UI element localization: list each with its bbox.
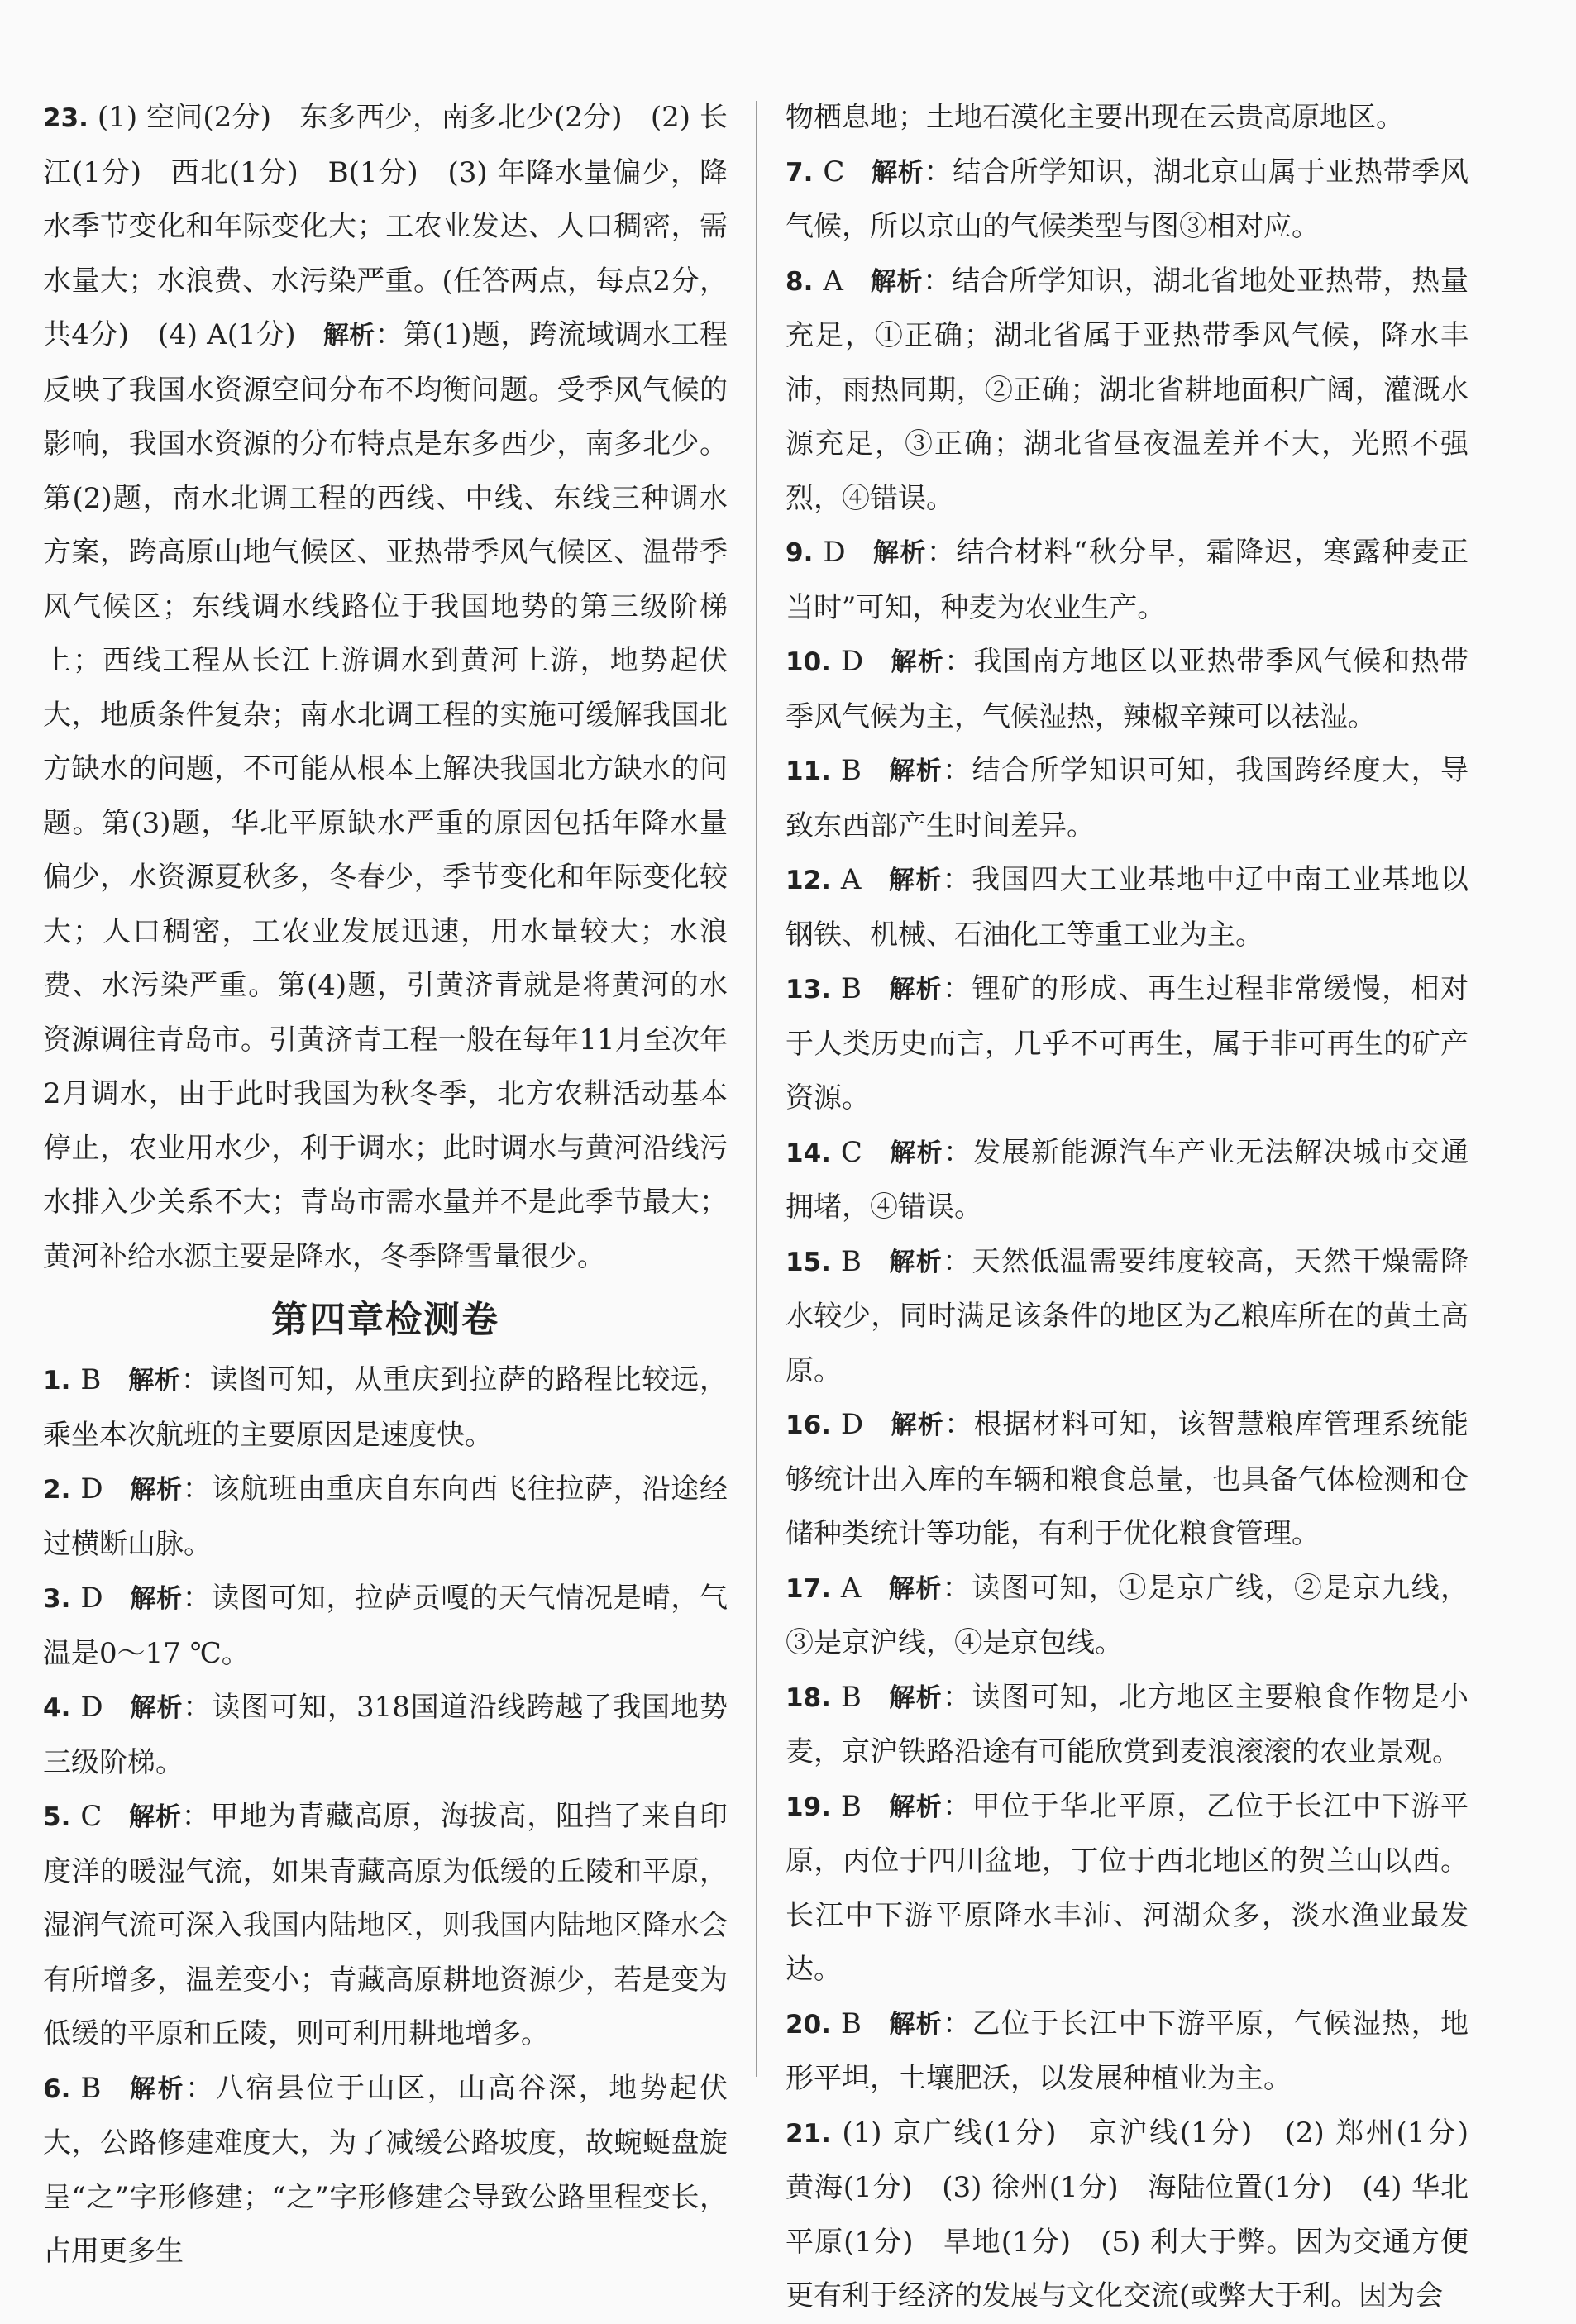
analysis-text: ：锂矿的形成、再生过程非常缓慢，相对于人类历史而言，几乎不可再生，属于非可再生的矿产资源。 bbox=[786, 972, 1469, 1114]
analysis-text: ：甲地为青藏高原，海拔高，阻挡了来自印度洋的暖湿气流，如果青藏高原为低缓的丘陵和平原，湿润气流可深入我国内陆地区，则我国内陆地区降水会有所增多，温差变小；青藏高原耕地资源少，若是变为低缓的平原和丘陵，则可利用耕地增多。 bbox=[43, 1800, 728, 2050]
analysis-label: 解析 bbox=[872, 538, 927, 568]
answer-letter: B bbox=[840, 2007, 862, 2040]
analysis-label: 解析 bbox=[129, 1584, 183, 1614]
question-number: 17. bbox=[786, 1573, 831, 1604]
answer-letter: B bbox=[840, 1244, 862, 1278]
answer-letter: B bbox=[80, 1363, 102, 1396]
question-11 bbox=[786, 744, 1469, 853]
answer-letter: A bbox=[840, 1571, 862, 1605]
analysis-text: ：结合材料“秋分早，霜降迟，寒露种麦正当时”可知，种麦为农业生产。 bbox=[786, 536, 1469, 624]
analysis-text: ：结合所学知识，湖北省地处亚热带，热量充足，①正确；湖北省属于亚热带季风气候，降水丰沛，雨热同期，②正确；湖北省耕地面积广阔，灌溉水源充足，③正确；湖北省昼夜温差并不大，光照不强烈，④错误。 bbox=[786, 264, 1469, 515]
answer-letter: D bbox=[80, 1472, 103, 1506]
question-18 bbox=[786, 1671, 1469, 1780]
analysis-label: 解析 bbox=[890, 1410, 945, 1440]
question-number: 6. bbox=[43, 2073, 71, 2104]
answer-letter: B bbox=[840, 1680, 862, 1714]
question-20 bbox=[786, 1997, 1469, 2107]
question-number: 14. bbox=[786, 1138, 831, 1168]
question-number: 16. bbox=[786, 1410, 831, 1440]
continuation-text: 物栖息地；土地石漠化主要出现在云贵高原地区。 bbox=[786, 101, 1404, 134]
analysis-label: 解析 bbox=[128, 1802, 182, 1832]
answer-letter: B bbox=[840, 972, 862, 1005]
question-4 bbox=[43, 1681, 728, 1790]
analysis-label: 解析 bbox=[887, 1792, 943, 1822]
analysis-label: 解析 bbox=[127, 1366, 181, 1396]
question-13 bbox=[786, 962, 1469, 1126]
analysis-text: ：结合所学知识，湖北京山属于亚热带季风气候，所以京山的气候类型与图③相对应。 bbox=[786, 155, 1469, 243]
question-1 bbox=[43, 1353, 728, 1463]
question-15 bbox=[786, 1235, 1469, 1399]
analysis-label: 解析 bbox=[887, 866, 943, 895]
question-number: 19. bbox=[786, 1792, 831, 1822]
question-7 bbox=[786, 146, 1469, 255]
analysis-text: ：根据材料可知，该智慧粮库管理系统能够统计出入库的车辆和粮食总量，也具备气体检测和仓储种类统计等功能，有利于优化粮食管理。 bbox=[786, 1408, 1469, 1550]
question-3 bbox=[43, 1572, 728, 1681]
analysis-label: 解析 bbox=[869, 266, 924, 297]
section-title: 第四章检测卷 bbox=[271, 1299, 499, 1341]
analysis-text: ：该航班由重庆自东向西飞往拉萨，沿途经过横断山脉。 bbox=[43, 1472, 728, 1561]
analysis-label: 解析 bbox=[322, 321, 375, 351]
answer-letter: C bbox=[80, 1800, 103, 1833]
question-8 bbox=[786, 255, 1469, 527]
analysis-label: 解析 bbox=[887, 1247, 943, 1277]
answer-letter: D bbox=[80, 1582, 103, 1615]
analysis-text: ：天然低温需要纬度较高，天然干燥需降水较少，同时满足该条件的地区为乙粮库所在的黄土高原。 bbox=[786, 1244, 1469, 1387]
answer-letter: D bbox=[80, 1691, 103, 1724]
question-19 bbox=[786, 1780, 1469, 1997]
question-12 bbox=[786, 853, 1469, 962]
answer-letter: C bbox=[823, 155, 845, 188]
question-6 bbox=[43, 2062, 728, 2279]
analysis-text: ：八宿县位于山区，山高谷深，地势起伏大，公路修建难度大，为了减缓公路坡度，故蜿蜒盘旋呈“之”字形修建；“之”字形修建会导致公路里程变长，占用更多生 bbox=[43, 2071, 728, 2268]
right-column bbox=[786, 91, 1497, 2324]
question-9 bbox=[786, 526, 1469, 635]
question-number: 23. bbox=[43, 103, 88, 133]
question-number: 4. bbox=[43, 1693, 71, 1723]
question-number: 7. bbox=[786, 157, 814, 188]
analysis-text: ：读图可知，318国道沿线跨越了我国地势三级阶梯。 bbox=[43, 1691, 728, 1779]
question-number: 13. bbox=[786, 975, 831, 1005]
question-number: 21. bbox=[786, 2118, 831, 2149]
question-number: 9. bbox=[786, 538, 814, 568]
question-number: 11. bbox=[786, 756, 831, 786]
question-number: 18. bbox=[786, 1682, 831, 1713]
question-number: 1. bbox=[43, 1366, 71, 1396]
analysis-text: ：发展新能源汽车产业无法解决城市交通拥堵，④错误。 bbox=[786, 1135, 1469, 1224]
question-number: 2. bbox=[43, 1475, 71, 1505]
analysis-label: 解析 bbox=[129, 1475, 183, 1505]
analysis-label: 解析 bbox=[887, 1682, 943, 1713]
question-10 bbox=[786, 635, 1469, 744]
answer-letter: A bbox=[840, 863, 862, 896]
question-number: 12. bbox=[786, 866, 831, 895]
analysis-text: ：结合所学知识可知，我国跨经度大，导致东西部产生时间差异。 bbox=[786, 754, 1469, 842]
analysis-label: 解析 bbox=[887, 756, 943, 786]
analysis-text: ：我国四大工业基地中辽中南工业基地以钢铁、机械、石油化工等重工业为主。 bbox=[786, 863, 1469, 952]
question-16 bbox=[786, 1398, 1469, 1562]
question-number: 10. bbox=[786, 647, 831, 677]
answer-letter: C bbox=[840, 1135, 862, 1169]
question-21 bbox=[786, 2107, 1497, 2324]
analysis-label: 解析 bbox=[888, 1138, 943, 1168]
question-number: 20. bbox=[786, 2009, 831, 2040]
analysis-label: 解析 bbox=[129, 1693, 184, 1723]
analysis-label: 解析 bbox=[887, 1573, 943, 1604]
question-14 bbox=[786, 1126, 1469, 1235]
answer-letter: A bbox=[823, 264, 843, 298]
analysis-text: (1) 京广线(1分) 京沪线(1分) (2) 郑州(1分) 黄海(1分) (3) 徐州(1分) 海陆位置(1分) (4) 华北平原(1分) 旱地(1分) (5) 利大于弊。因为交通方便更有利于经济的发展与文化交流(或弊大于利。因为会 bbox=[786, 2116, 1497, 2312]
analysis-label: 解析 bbox=[890, 647, 945, 677]
question-2 bbox=[43, 1463, 728, 1572]
question-5 bbox=[43, 1790, 728, 2062]
analysis-label: 解析 bbox=[127, 2073, 186, 2104]
left-column bbox=[43, 91, 728, 2279]
answer-letter: D bbox=[840, 645, 864, 678]
analysis-text: ：乙位于长江中下游平原，气候湿热，地形平坦，土壤肥沃，以发展种植业为主。 bbox=[786, 2007, 1469, 2095]
answer-letter: D bbox=[823, 536, 846, 569]
question-number: 5. bbox=[43, 1802, 71, 1832]
answer-letter: B bbox=[840, 1789, 862, 1823]
answer-letter: B bbox=[80, 2071, 102, 2105]
analysis-text: ：甲位于华北平原，乙位于长江中下游平原，丙位于四川盆地，丁位于西北地区的贺兰山以西。长江中下游平原降水丰沛、河湖众多，淡水渔业最发达。 bbox=[786, 1789, 1469, 1986]
answer-letter: D bbox=[840, 1408, 864, 1441]
analysis-label: 解析 bbox=[887, 975, 943, 1005]
analysis-text: ：读图可知，①是京广线，②是京九线，③是京沪线，④是京包线。 bbox=[786, 1571, 1469, 1659]
answer-letter: B bbox=[840, 754, 862, 787]
analysis-text: ：我国南方地区以亚热带季风气候和热带季风气候为主，气候湿热，辣椒辛辣可以祛湿。 bbox=[786, 645, 1469, 733]
question-17 bbox=[786, 1562, 1469, 1671]
question-number: 15. bbox=[786, 1247, 831, 1277]
analysis-text: ：第(1)题，跨流域调水工程反映了我国水资源空间分布不均衡问题。受季风气候的影响，我国水资源的分布特点是东多西少，南多北少。第(2)题，南水北调工程的西线、中线、东线三种调水方案，跨高原山地气候区、亚热带季风气候区、温带季风气候区；东线调水线路位于我国地势的第三级阶梯上；西线工程从长江上游调水到黄河上游，地势起伏大，地质条件复杂；南水北调工程的实施可缓解我国北方缺水的问题，不可能从根本上解决我国北方缺水的问题。第(3)题，华北平原缺水严重的原因包括年降水量偏少，水资源夏秋多，冬春少，季节变化和年际变化较大；人口稠密，工农业发展迅速，用水量较大；水浪费、水污染严重。第(4)题，引黄济青就是将黄河的水资源调往青岛市。引黄济青工程一般在每年11月至次年2月调水，由于此时我国为秋冬季，北方农耕活动基本停止，农业用水少，利于调水；此时调水与黄河沿线污水排入少关系不大；青岛市需水量并不是此季节最大；黄河补给水源主要是降水，冬季降雪量很少。 bbox=[43, 318, 728, 1273]
analysis-text: ：读图可知，从重庆到拉萨的路程比较远，乘坐本次航班的主要原因是速度快。 bbox=[43, 1363, 728, 1452]
question-answer-text: (1) 空间(2分) 东多西少，南多北少(2分) (2) 长江(1分) 西北(1分) B(1分) (3) 年降水量偏少，降水季节变化和年际变化大；工农业发达、人口稠密，需水量大；水浪费、水污染严重。(任答两点，每点2分，共4分) (4) A(1分) bbox=[43, 101, 728, 351]
analysis-text: ：读图可知，北方地区主要粮食作物是小麦，京沪铁路沿途有可能欣赏到麦浪滚滚的农业景观。 bbox=[786, 1680, 1469, 1768]
question-23 bbox=[43, 91, 728, 1284]
column-divider bbox=[756, 101, 757, 2077]
question-number: 8. bbox=[786, 266, 814, 297]
analysis-label: 解析 bbox=[887, 2009, 943, 2040]
question-number: 3. bbox=[43, 1584, 71, 1614]
analysis-label: 解析 bbox=[871, 157, 924, 188]
analysis-text: ：读图可知，拉萨贡嘎的天气情况是晴，气温是0～17 ℃。 bbox=[43, 1582, 728, 1670]
